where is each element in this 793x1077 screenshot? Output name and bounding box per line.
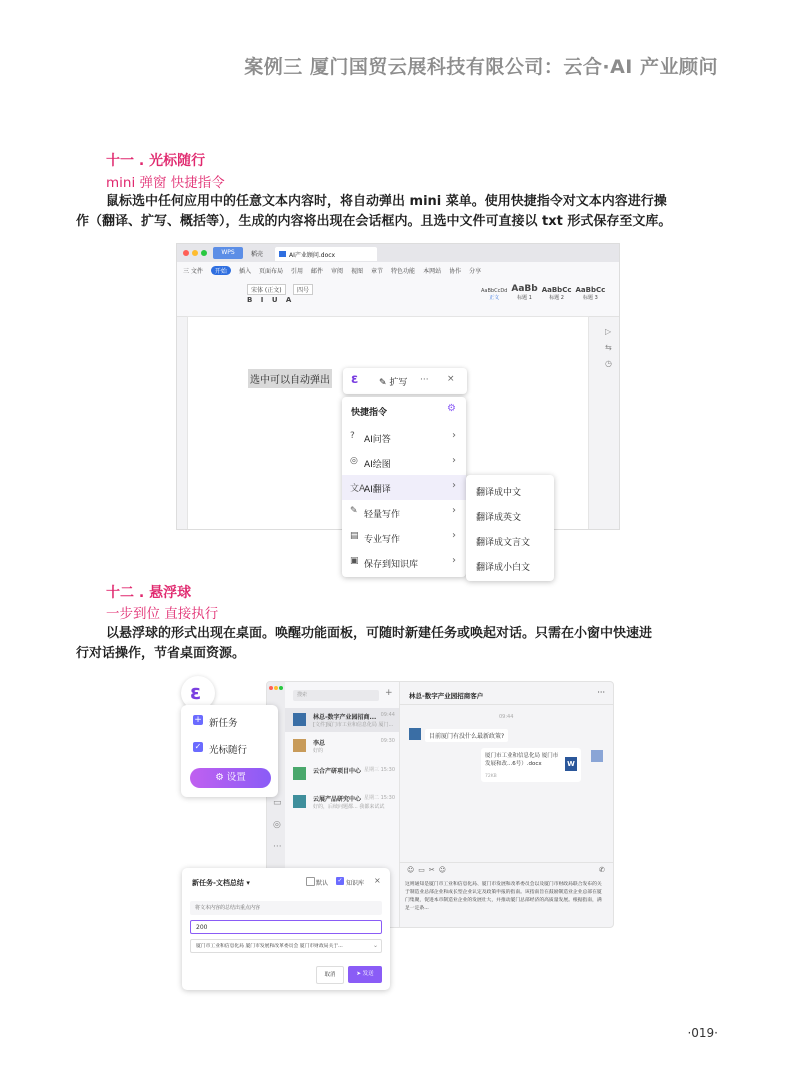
contact-time: 09:30 [380, 738, 395, 744]
menu-review[interactable]: 审阅 [331, 268, 344, 275]
add-button[interactable]: + [385, 688, 393, 698]
menu-item-label: 专业写作 [364, 535, 401, 545]
format-buttons[interactable]: B I U A [247, 296, 295, 304]
contact-preview: 好的 [313, 748, 324, 754]
page-header-title: 案例三 厦门国贸云展科技有限公司：云合·AI 产业顾问 [244, 56, 718, 78]
word-count-input[interactable]: 200 [190, 920, 382, 934]
section-12-subheading: 一步到位 直接执行 [106, 606, 219, 622]
section-12-heading: 十二 . 悬浮球 [106, 585, 192, 601]
more-button[interactable]: ··· [420, 375, 429, 385]
menu-chapter[interactable]: 章节 [371, 268, 384, 275]
new-task-dialog [182, 868, 390, 990]
gear-icon: ⚙ [215, 772, 224, 783]
menu-insert[interactable]: 插入 [238, 268, 251, 275]
submenu-item-chinese[interactable]: 翻译成中文 [476, 488, 522, 498]
submenu-item-classical[interactable]: 翻译成文言文 [476, 538, 531, 548]
side-tools[interactable]: ▷ ⇆ ◷ [605, 327, 612, 368]
chat-pane [399, 682, 613, 927]
cursor-follow-item[interactable]: 光标随行 [209, 745, 248, 756]
zoom-dot-icon [279, 686, 283, 690]
contact-name: 李总 [313, 740, 326, 747]
pen-icon: ✎ [379, 378, 387, 388]
divider [399, 704, 613, 705]
settings-label: 设置 [226, 772, 246, 783]
avatar [293, 713, 306, 726]
new-task-item[interactable]: 新任务 [209, 718, 238, 729]
wps-ribbon [177, 262, 619, 317]
style-normal[interactable]: AaBbCcDd 正文 [481, 288, 508, 301]
menu-item-label: 轻量写作 [364, 510, 401, 520]
avatar [293, 795, 306, 808]
menu-website[interactable]: 本网站 [423, 268, 442, 275]
expand-button[interactable] [379, 375, 407, 388]
message-input[interactable]: 这则通知是厦门市工业和信息化局、厦门市发展和改革委员会以及厦门市财政局联合发布的关于制造业总部企业和成长型企业认定及政策申报的指南。该指南旨在鼓励制造业企业总部在厦门集聚，促进本市制造业企业的发展壮大，并推动厦门总部经济的高质量发展。根据指南，满足一定条... [405, 882, 602, 911]
contact-name: 云合产研项目中心 [313, 768, 362, 775]
section-11-para-line1: 鼠标选中任何应用中的任意文本内容时，将自动弹出 mini 菜单。使用快捷指令对文本内容进行操 [106, 194, 667, 209]
cancel-button[interactable]: 取消 [316, 966, 344, 984]
default-checkbox[interactable] [306, 877, 315, 886]
tab-daoke[interactable]: 稻壳 [251, 251, 264, 258]
menu-item-ai-translate[interactable] [342, 475, 466, 500]
style-h3[interactable]: AaBbCc 标题 3 [575, 286, 606, 301]
task-hint-field[interactable]: 将文本内容的总结出重点内容 [190, 901, 382, 915]
chevron-right-icon: › [452, 430, 456, 441]
divider [399, 862, 613, 863]
wps-tabbar [177, 244, 619, 262]
doc-file-icon [279, 251, 286, 257]
mini-popup [343, 368, 467, 394]
submenu-item-plain[interactable]: 翻译成小白文 [476, 563, 531, 573]
gear-icon[interactable]: ⚙ [447, 403, 456, 414]
font-size-select[interactable]: 四号 [293, 284, 313, 295]
style-h1[interactable]: AaBb 标题 1 [511, 284, 538, 301]
menu-collab[interactable]: 协作 [449, 268, 462, 275]
avatar [591, 750, 603, 762]
menu-file[interactable]: 三 文件 [183, 268, 203, 275]
contact-preview: 好的，后续问题都... 我都来试试 [313, 804, 385, 810]
file-size: 72KB [485, 774, 497, 779]
quick-command-menu [342, 397, 466, 577]
minimize-dot-icon [192, 250, 198, 256]
menu-reference[interactable]: 引用 [290, 268, 303, 275]
page-number: ·019· [687, 1026, 718, 1040]
source-select-label: 厦门市工业和信息化局 厦门市发展和改革委员会 厦门市财政局关于... [196, 944, 343, 949]
menu-item-save-kb[interactable] [342, 550, 466, 575]
menu-start[interactable]: 开始 [211, 266, 231, 275]
menu-item-label: AI问答 [364, 435, 391, 445]
menu-view[interactable]: 视图 [351, 268, 364, 275]
app-logo-icon: ɛ [190, 680, 202, 704]
contact-name: 云展产品研究中心 [313, 796, 362, 803]
paint-icon: ◎ [350, 456, 358, 466]
chat-time: 09:44 [499, 714, 514, 720]
source-select[interactable] [190, 939, 382, 953]
file-card[interactable] [481, 748, 581, 782]
avatar [293, 767, 306, 780]
menu-item-ai-draw[interactable] [342, 450, 466, 475]
send-label: 发送 [362, 971, 374, 977]
send-icon: ➤ [356, 971, 361, 977]
contact-row[interactable] [285, 790, 399, 814]
close-dot-icon [183, 250, 189, 256]
word-file-icon: W [565, 757, 577, 771]
menu-item-label: 保存到知识库 [364, 560, 419, 570]
file-name: 厦门市工业和信息化局 厦门市发展和改...6号）.docx [485, 753, 559, 767]
chevron-down-icon: ▾ [246, 879, 250, 887]
pen-icon: ✎ [350, 506, 358, 516]
chevron-right-icon: › [452, 530, 456, 541]
tab-document[interactable] [275, 247, 377, 261]
style-gallery[interactable] [481, 284, 605, 301]
contact-time: 09:44 [380, 712, 395, 718]
contact-row[interactable] [285, 762, 399, 786]
menu-mail[interactable]: 邮件 [310, 268, 323, 275]
chat-title: 林总-数字产业园招商客户 [409, 692, 484, 700]
plus-icon: + [194, 715, 202, 725]
menu-special[interactable]: 特色功能 [391, 268, 416, 275]
close-dot-icon [269, 686, 273, 690]
chevron-right-icon: › [452, 555, 456, 566]
contact-preview: [文件]厦门市工业和信息化局 厦门... [313, 722, 394, 728]
send-button[interactable] [348, 966, 382, 983]
task-title[interactable]: 新任务-文档总结 ▾ [192, 879, 250, 887]
section-11-para-line2: 作（翻译、扩写、概括等），生成的内容将出现在会话框内。且选中文件可直接以 txt 形式保存至文库。 [76, 214, 672, 229]
contact-name: 林总-数字产业园招商... [313, 714, 377, 721]
chevron-right-icon: › [452, 455, 456, 466]
menu-title: 快捷指令 [351, 408, 388, 418]
submenu-item-english[interactable]: 翻译成英文 [476, 513, 522, 523]
chevron-down-icon: ⌄ [372, 942, 378, 949]
chat-message: 目前厦门有没什么最新政策? [425, 729, 508, 742]
kb-checkbox[interactable]: ✓ [337, 877, 343, 884]
settings-button[interactable] [190, 768, 271, 788]
translate-icon: 文A [350, 484, 366, 494]
chevron-right-icon: › [452, 505, 456, 516]
default-label: 默认 [316, 880, 329, 887]
chevron-right-icon: › [452, 480, 456, 491]
menu-item-ai-qa[interactable] [342, 425, 466, 450]
contact-row[interactable] [285, 734, 399, 758]
search-input[interactable]: 搜索 [293, 690, 379, 701]
kb-label: 知识库 [346, 880, 365, 887]
selected-text[interactable]: 选中可以自动弹出 [248, 369, 332, 388]
ribbon-menubar [183, 266, 481, 275]
font-name-select[interactable]: 宋体 (正文) [247, 284, 286, 295]
tab-wps[interactable]: WPS [213, 247, 243, 259]
menu-item-label: AI翻译 [364, 485, 391, 495]
menu-item-light-writing[interactable] [342, 500, 466, 525]
section-12-para-line2: 行对话操作，节省桌面资源。 [76, 646, 246, 661]
minimize-dot-icon [274, 686, 278, 690]
contact-time: 星期三 15:30 [364, 767, 395, 773]
more-icon[interactable]: ··· [597, 688, 605, 697]
section-11-subheading: mini 弹窗 快捷指令 [106, 175, 225, 191]
save-icon: ▣ [350, 556, 359, 566]
menu-item-pro-writing[interactable] [342, 525, 466, 550]
section-11-heading: 十一 . 光标随行 [106, 153, 206, 169]
menu-item-label: AI绘图 [364, 460, 391, 470]
menu-layout[interactable]: 页面布局 [258, 268, 283, 275]
avatar [409, 728, 421, 740]
menu-share[interactable]: 分享 [469, 268, 482, 275]
input-toolbar-icons[interactable]: ☺▭✂☺ [407, 866, 451, 874]
section-12-para-line1: 以悬浮球的形式出现在桌面。唤醒功能面板，可随时新建任务或唤起对话。只需在小窗中快速进 [106, 626, 653, 641]
check-icon: ✓ [194, 742, 202, 751]
style-h2[interactable]: AaBbCc 标题 2 [541, 286, 572, 301]
translate-submenu [466, 475, 554, 581]
contact-time: 星期二 15:30 [364, 795, 395, 801]
zoom-dot-icon [201, 250, 207, 256]
document-icon: ▤ [350, 531, 359, 541]
floating-panel [181, 705, 278, 797]
expand-label: 扩写 [389, 378, 408, 388]
app-logo-icon: ɛ [351, 372, 359, 387]
phone-icon[interactable]: ✆ [599, 866, 605, 874]
avatar [293, 739, 306, 752]
close-icon[interactable]: × [374, 876, 381, 885]
rail-icons[interactable]: ▭ ◎ ··· [273, 798, 282, 852]
close-button[interactable]: × [447, 374, 455, 384]
question-icon: ? [350, 431, 355, 441]
contact-row[interactable] [285, 708, 399, 732]
tab-document-label: AI产业顾问.docx [289, 252, 336, 259]
